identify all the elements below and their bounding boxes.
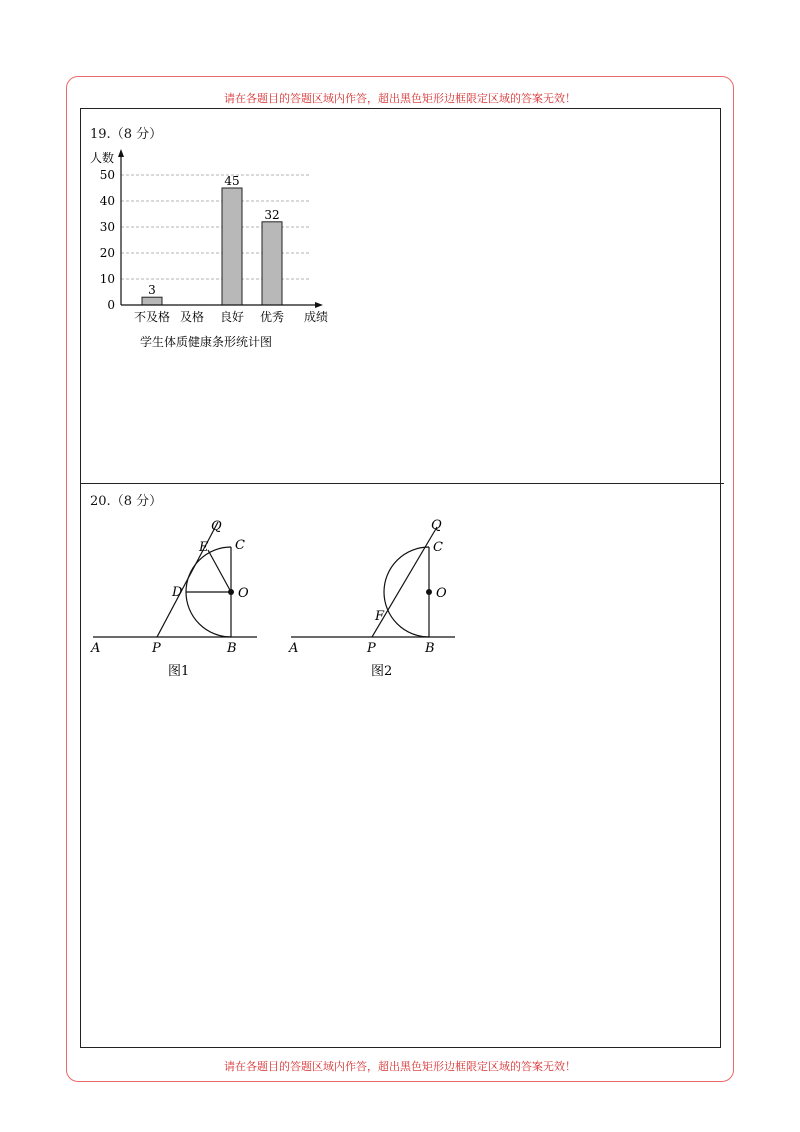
semicircle-arc bbox=[384, 547, 429, 637]
x-tick-label: 不及格 bbox=[133, 310, 171, 324]
geometry-figure-1 bbox=[85, 515, 275, 685]
segment-eo bbox=[208, 550, 231, 592]
y-tick-label: 40 bbox=[99, 194, 115, 208]
data-label: 45 bbox=[224, 174, 240, 188]
label-d: D bbox=[172, 585, 183, 600]
y-tick-label: 0 bbox=[107, 298, 115, 312]
answer-area-notice-top: 请在各题目的答题区域内作答，超出黑色矩形边框限定区域的答案无效！ bbox=[224, 92, 576, 105]
figure-1-caption: 图1 bbox=[168, 664, 190, 679]
data-label: 3 bbox=[148, 283, 156, 298]
point-o-dot bbox=[228, 589, 234, 595]
y-axis-label: 人数 bbox=[90, 151, 115, 165]
x-tick-label: 及格 bbox=[179, 310, 205, 324]
label-c: C bbox=[433, 540, 443, 555]
y-tick-labels bbox=[100, 168, 115, 312]
point-o-dot bbox=[426, 589, 432, 595]
y-axis-arrow bbox=[118, 149, 124, 157]
y-tick-label: 10 bbox=[99, 272, 115, 286]
label-q: Q bbox=[431, 518, 442, 533]
label-f: F bbox=[375, 609, 385, 624]
x-axis-arrow bbox=[315, 302, 323, 308]
data-label: 32 bbox=[264, 207, 280, 222]
y-tick-label: 50 bbox=[99, 168, 115, 182]
geometry-figure-2 bbox=[283, 515, 473, 685]
bar bbox=[222, 188, 242, 305]
x-tick-label: 优秀 bbox=[259, 310, 285, 324]
answer-area-notice-bottom: 请在各题目的答题区域内作答，超出黑色矩形边框限定区域的答案无效！ bbox=[224, 1060, 576, 1073]
question-20-label bbox=[90, 490, 162, 509]
question-divider bbox=[80, 483, 724, 484]
question-number: 20. bbox=[90, 494, 111, 509]
question-points: （8 分） bbox=[110, 494, 163, 509]
label-b: B bbox=[425, 641, 435, 656]
label-b: B bbox=[227, 641, 237, 656]
question-points: （8 分） bbox=[110, 127, 163, 142]
bar bbox=[262, 222, 282, 305]
bar bbox=[142, 297, 162, 305]
bar-chart bbox=[80, 145, 340, 355]
label-a: A bbox=[289, 641, 299, 656]
label-o: O bbox=[436, 586, 447, 601]
label-p: P bbox=[152, 641, 161, 656]
chart-bars bbox=[142, 188, 282, 305]
label-a: A bbox=[91, 641, 101, 656]
ray-pq bbox=[157, 522, 218, 637]
label-c: C bbox=[235, 538, 245, 553]
figure-2-caption: 图2 bbox=[371, 664, 393, 679]
x-axis-label: 成绩 bbox=[304, 310, 329, 324]
x-tick-label: 良好 bbox=[219, 310, 245, 324]
label-o: O bbox=[238, 586, 249, 601]
label-q: Q bbox=[211, 519, 222, 534]
chart-title: 学生体质健康条形统计图 bbox=[140, 335, 273, 349]
label-e: E bbox=[199, 540, 209, 555]
label-p: P bbox=[367, 641, 376, 656]
question-number: 19. bbox=[90, 127, 111, 142]
y-tick-label: 30 bbox=[99, 220, 115, 234]
y-tick-label: 20 bbox=[99, 246, 115, 260]
question-19-label bbox=[90, 123, 162, 142]
x-tick-labels bbox=[134, 309, 284, 324]
